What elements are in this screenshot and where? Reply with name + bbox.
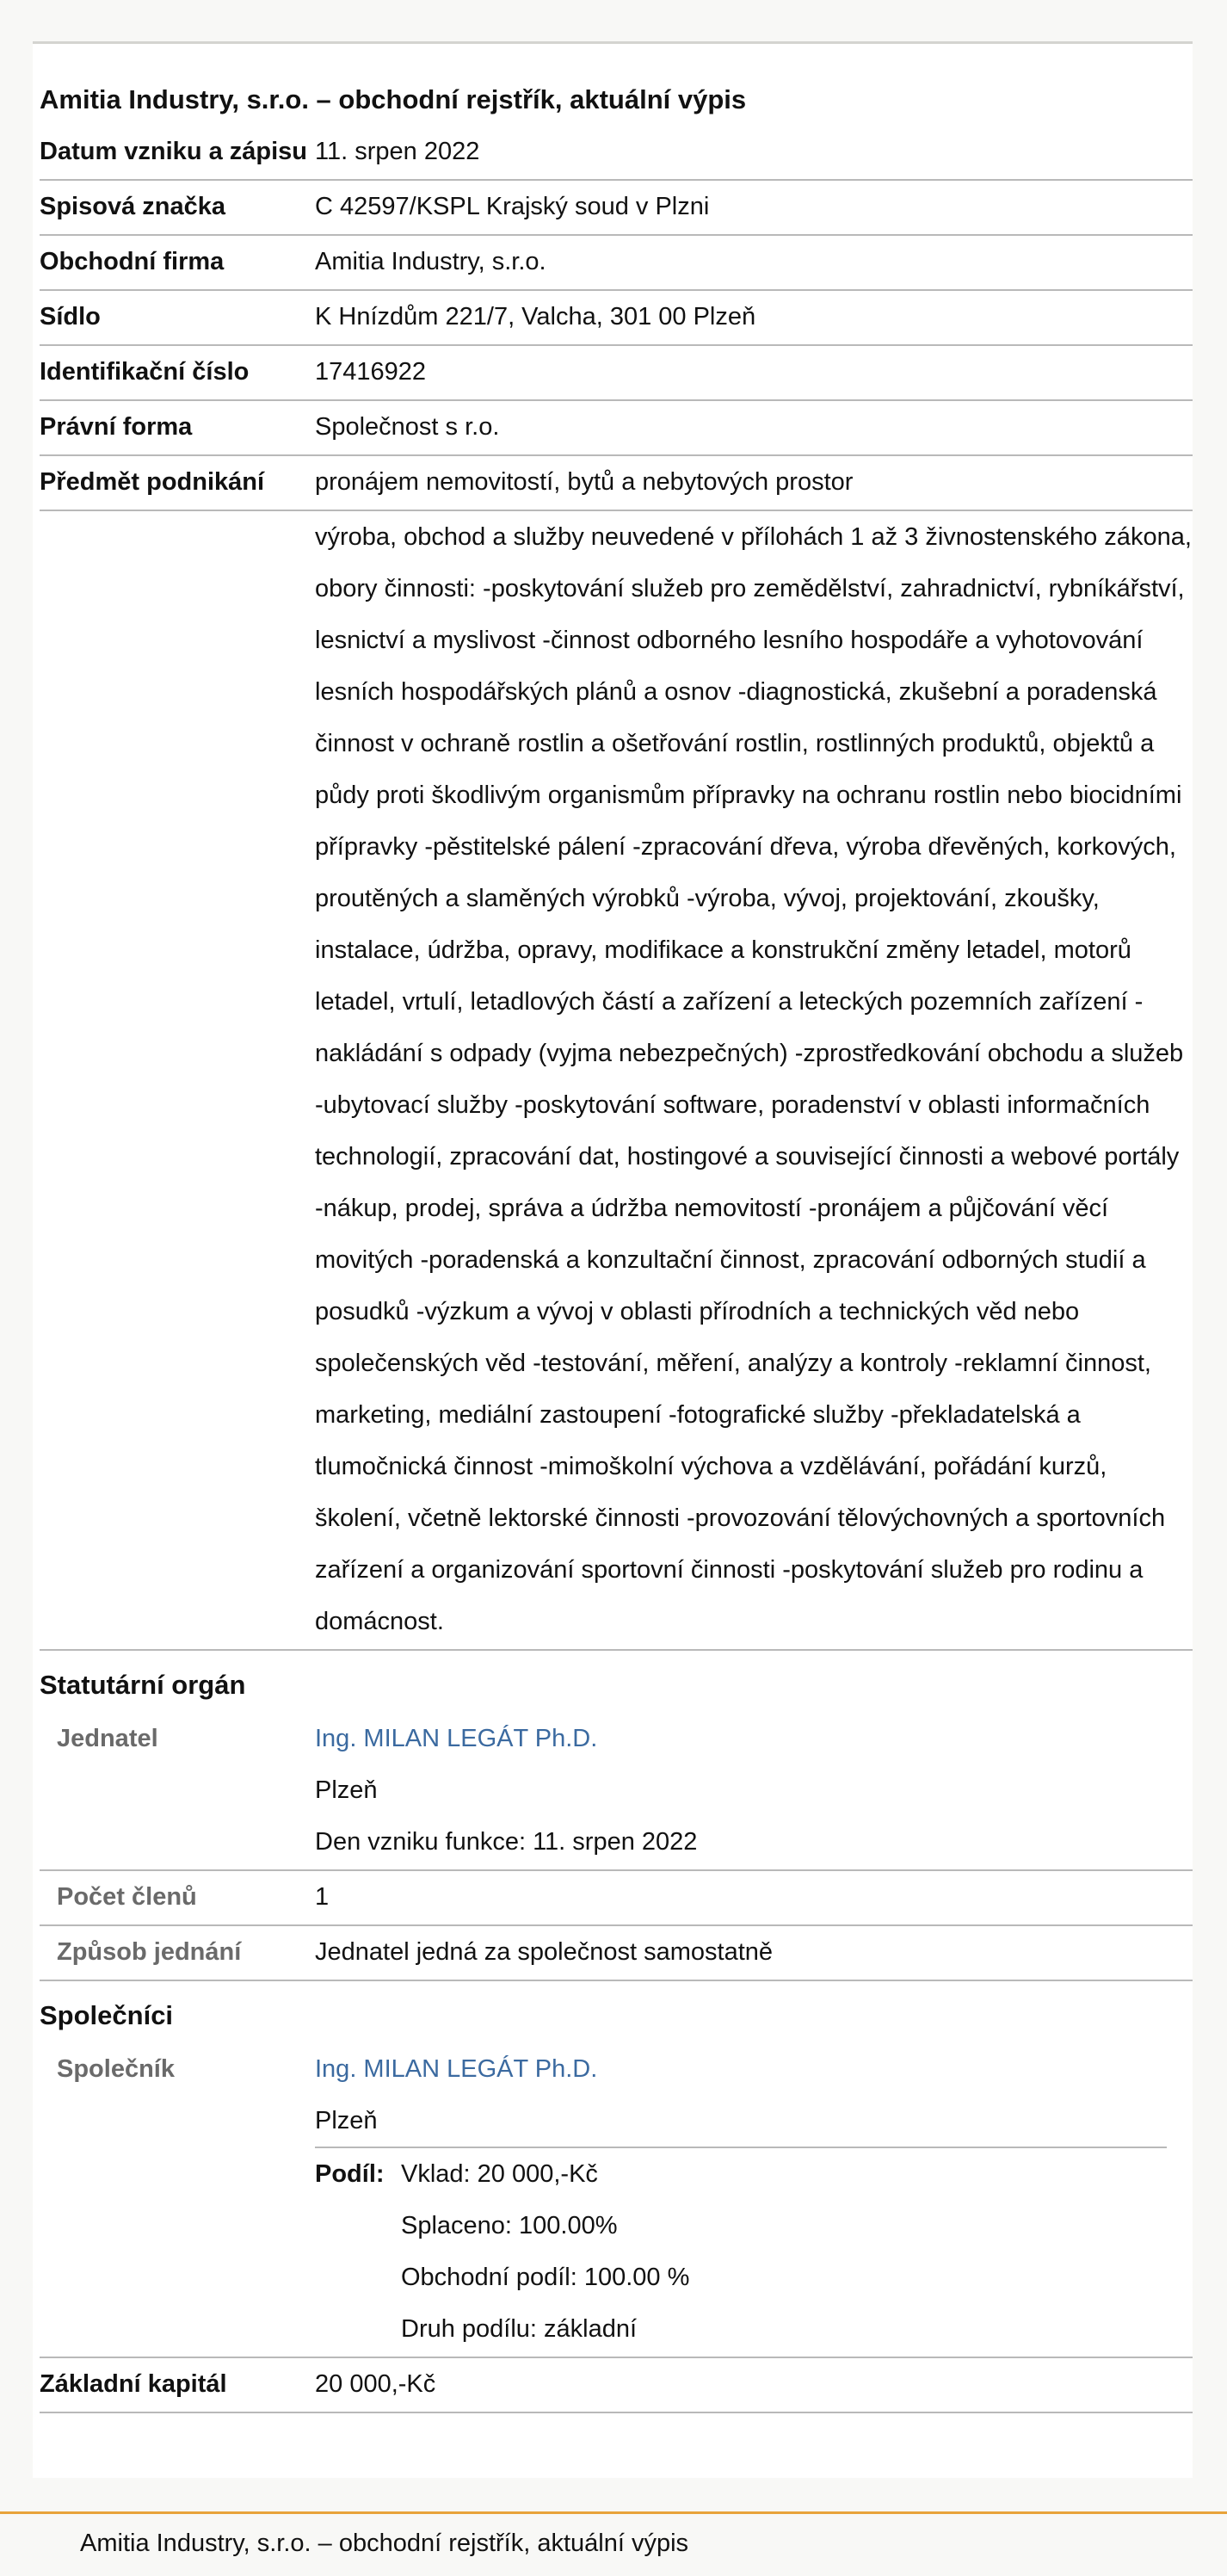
splaceno-value: Splaceno: 100.00% — [401, 2212, 618, 2239]
spisova-label: Spisová značka — [40, 193, 225, 220]
share-values — [401, 2148, 1167, 2355]
statutarni-heading: Statutární orgán — [40, 1670, 246, 1700]
predmet-value-2: výroba, obchod a služby neuvedené v přílohách 1 až 3 živnostenského zákona, obory činnosti: -poskytování služeb pro zemědělství, zahradnictví, rybníkářství, lesnictví a myslivost -činnost odborného lesního hospodáře a vyhotovování lesních hospodářských plánů a osnov -diagnostická, zkušební a poradenská činnost v ochraně rostlin a ošetřování rostlin, rostlinných produktů, objektů a půdy proti škodlivým organismům přípravky na ochranu rostlin nebo biocidními přípravky -pěstitelské pálení -zpracování dřeva, výroba dřevěných, korkových, proutěných a slaměných výrobků -výroba, vývoj, projektování, zkoušky, instalace, údržba, opravy, modifikace a konstrukční změny letadel, motorů letadel, vrtulí, letadlových částí a zařízení a leteckých pozemních zařízení -nakládání s odpady (vyjma nebezpečných) -zprostředkování obchodu a služeb -ubytovací služby -poskytování software, poradenství v oblasti informačních technologií, zpracování dat, hostingové a související činnosti a webové portály -nákup, prodej, správa a údržba nemovitostí -pronájem a půjčování věcí movitých -poradenská a konzultační činnost, zpracování odborných studií a posudků -výzkum a vývoj v oblasti přírodních a technických věd nebo společenských věd -testování, měření, analýzy a kontroly -reklamní činnost, marketing, mediální zastoupení -fotografické služby -překladatelská a tlumočnická činnost -mimoškolní výchova a vzdělávání, pořádání kurzů, školení, včetně lektorské činnosti -provozování tělovýchovných a sportovních zařízení a organizování sportovní činnosti -poskytování služeb pro rodinu a domácnost. — [315, 523, 1192, 1635]
row-kapital — [40, 2358, 1193, 2413]
jednatel-name-link[interactable]: Ing. MILAN LEGÁT Ph.D. — [315, 1725, 598, 1752]
spisova-value: C 42597/KSPL Krajský soud v Plzni — [315, 193, 710, 220]
firma-value: Amitia Industry, s.r.o. — [315, 248, 546, 275]
predmet-value-1: pronájem nemovitostí, bytů a nebytových prostor — [315, 468, 854, 496]
spolecnik-label: Společník — [57, 2055, 175, 2083]
row-datum — [40, 126, 1193, 181]
datum-value: 11. srpen 2022 — [315, 138, 480, 165]
row-sidlo — [40, 291, 1193, 346]
row-predmet-2 — [40, 511, 1193, 1651]
jednatel-since: Den vzniku funkce: 11. srpen 2022 — [315, 1828, 698, 1856]
footer-text: Amitia Industry, s.r.o. – obchodní rejstřík, aktuální výpis — [80, 2530, 689, 2557]
zpusob-label: Způsob jednání — [57, 1938, 242, 1966]
spolecnik-details — [315, 2043, 1193, 2357]
row-jednatel — [40, 1713, 1193, 1871]
zpusob-value: Jednatel jedná za společnost samostatně — [315, 1938, 774, 1966]
page-footer — [0, 2511, 1227, 2576]
sidlo-value: K Hnízdům 221/7, Valcha, 301 00 Plzeň — [315, 303, 756, 330]
page-title: Amitia Industry, s.r.o. – obchodní rejstřík, aktuální výpis — [40, 84, 747, 114]
share-block — [315, 2147, 1167, 2355]
pocet-label: Počet členů — [57, 1883, 197, 1911]
row-predmet — [40, 456, 1193, 511]
jednatel-details — [315, 1713, 1193, 1869]
forma-value: Společnost s r.o. — [315, 413, 500, 441]
row-forma — [40, 401, 1193, 456]
ico-label: Identifikační číslo — [40, 358, 250, 386]
row-zpusob — [40, 1926, 1193, 1981]
row-pocet — [40, 1871, 1193, 1926]
firma-label: Obchodní firma — [40, 248, 225, 275]
jednatel-city: Plzeň — [315, 1776, 378, 1804]
register-content — [40, 83, 1193, 2413]
row-firma — [40, 236, 1193, 291]
kapital-value: 20 000,-Kč — [315, 2370, 436, 2398]
register-card — [33, 41, 1193, 2478]
jednatel-label: Jednatel — [57, 1725, 158, 1752]
podil-label: Podíl: — [315, 2160, 385, 2188]
datum-label: Datum vzniku a zápisu — [40, 138, 308, 165]
row-spolecnik — [40, 2043, 1193, 2358]
forma-label: Právní forma — [40, 413, 193, 441]
druh-podilu-value: Druh podílu: základní — [401, 2315, 638, 2343]
vklad-value: Vklad: 20 000,-Kč — [401, 2160, 598, 2188]
predmet-label-empty — [40, 511, 315, 1649]
ico-value: 17416922 — [315, 358, 427, 386]
kapital-label: Základní kapitál — [40, 2370, 227, 2398]
row-ico — [40, 346, 1193, 401]
obchodni-podil-value: Obchodní podíl: 100.00 % — [401, 2264, 690, 2291]
spolecnici-heading: Společníci — [40, 2000, 174, 2030]
sidlo-label: Sídlo — [40, 303, 101, 330]
spolecnik-name-link[interactable]: Ing. MILAN LEGÁT Ph.D. — [315, 2055, 598, 2083]
row-spisova — [40, 181, 1193, 236]
pocet-value: 1 — [315, 1883, 330, 1911]
spolecnik-city: Plzeň — [315, 2107, 378, 2134]
predmet-label: Předmět podnikání — [40, 468, 265, 496]
